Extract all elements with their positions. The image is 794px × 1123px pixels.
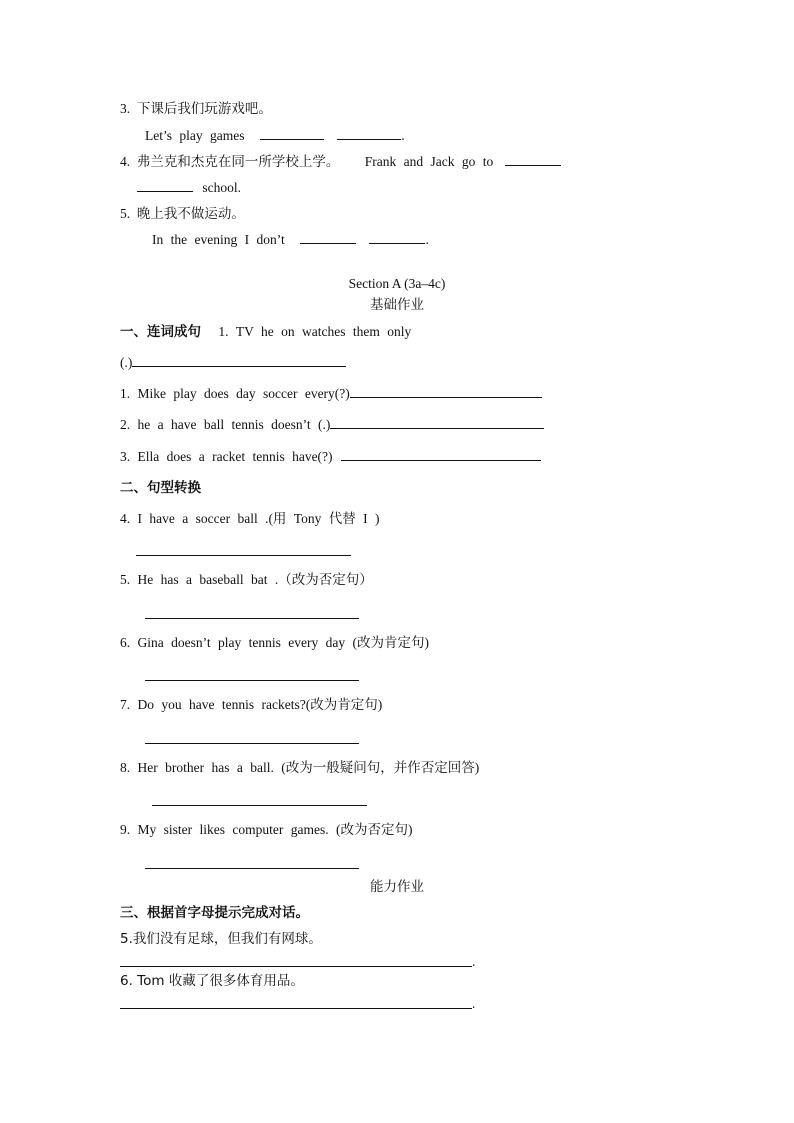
part-one-example-answer-line[interactable] (132, 354, 346, 367)
q4-number: 4. (120, 154, 131, 169)
part-two-heading (120, 479, 201, 497)
q5-chinese: 晚上我不做运动。 (136, 206, 245, 222)
part-one-item-3-text: 3. Ella does a racket tennis have(?) (120, 449, 333, 464)
part-two-item-4 (120, 510, 379, 528)
part-three-item-5 (120, 930, 322, 948)
part-three-item-5-answer-line[interactable] (120, 966, 472, 967)
q4-end: school. (202, 180, 241, 195)
q4-chinese: 弗兰克和杰克在同一所学校上学。 (136, 154, 340, 170)
part-two-heading-text: 二、句型转换 (120, 480, 201, 496)
section-subtitle (0, 296, 794, 314)
part-one-item-3-answer-line[interactable] (341, 448, 541, 461)
q5-row (120, 205, 245, 223)
q4-continuation-row (137, 179, 241, 197)
q3-blank-1[interactable] (260, 127, 324, 140)
part-two-item-6-text: 6. Gina doesn’t play tennis every day (改为肯定句) (120, 635, 429, 650)
q3-english: Let’s play games (145, 128, 245, 143)
part-three-item-6 (120, 972, 304, 990)
part-one-item-2-text: 2. he a have ball tennis doesn’t (.) (120, 417, 331, 432)
part-two-item-5 (120, 571, 373, 589)
part-two-item-8-text: 8. Her brother has a ball. (改为一般疑问句，并作否定回答) (120, 760, 480, 775)
part-two-item-7 (120, 696, 382, 714)
part-two-item-9 (120, 821, 412, 839)
part-one-example-answer-row (120, 354, 346, 372)
q4-row (120, 153, 561, 171)
ability-subtitle-text: 能力作业 (370, 879, 424, 895)
part-two-item-6-answer-line[interactable] (145, 680, 359, 681)
part-two-item-9-text: 9. My sister likes computer games. (改为否定句) (120, 822, 413, 837)
q3-chinese: 下课后我们玩游戏吧。 (136, 101, 272, 117)
q5-number: 5. (120, 206, 131, 221)
q3-blank-2[interactable] (337, 127, 401, 140)
q5-blank-2[interactable] (369, 231, 425, 244)
q5-english: In the evening I don’t (152, 232, 285, 247)
part-three-heading-text: 三、根据首字母提示完成对话。 (120, 905, 309, 921)
part-one-heading-row (120, 323, 411, 341)
q3-number: 3. (120, 101, 131, 116)
q4-blank-1[interactable] (505, 153, 561, 166)
part-one-item-2 (120, 416, 544, 434)
section-subtitle-text: 基础作业 (370, 297, 424, 313)
part-one-item-2-answer-line[interactable] (330, 416, 544, 429)
part-three-item-5-text: 5.我们没有足球，但我们有网球。 (120, 931, 322, 947)
part-three-heading (120, 904, 309, 922)
part-one-example-punct: (.) (120, 355, 133, 370)
section-title (0, 275, 794, 293)
part-three-item-5-period: . (472, 954, 476, 969)
part-two-item-4-answer-line[interactable] (136, 555, 351, 556)
part-two-item-8 (120, 759, 479, 777)
part-one-example: 1. TV he on watches them only (218, 324, 412, 339)
part-two-item-8-answer-line[interactable] (152, 805, 367, 806)
part-two-item-6 (120, 634, 429, 652)
part-two-item-5-answer-line[interactable] (145, 618, 359, 619)
part-two-item-9-answer-line[interactable] (145, 868, 359, 869)
section-title-text: Section A (3a–4c) (348, 276, 446, 291)
q3-row (120, 100, 272, 118)
part-two-item-7-text: 7. Do you have tennis rackets?(改为肯定句) (120, 697, 383, 712)
part-three-item-6-answer-line[interactable] (120, 1008, 472, 1009)
q5-english-row: In the evening I don’t . (152, 232, 429, 247)
q3-english-row: Let’s play games . (145, 128, 405, 143)
q4-english: Frank and Jack go to (364, 154, 494, 169)
part-two-item-5-text: 5. He has a baseball bat .（改为否定句） (120, 572, 373, 587)
q4-blank-2[interactable] (137, 179, 193, 192)
part-one-item-3 (120, 448, 541, 466)
part-three-item-6-text: 6. Tom 收藏了很多体育用品。 (120, 973, 304, 989)
part-two-item-4-text: 4. I have a soccer ball .(用 Tony 代替 I ) (120, 511, 380, 526)
part-one-heading: 一、连词成句 (120, 324, 201, 340)
part-three-item-6-period: . (472, 996, 476, 1011)
ability-subtitle (0, 878, 794, 896)
part-one-item-1-answer-line[interactable] (350, 385, 542, 398)
part-two-item-7-answer-line[interactable] (145, 743, 359, 744)
part-one-item-1-text: 1. Mike play does day soccer every(?) (120, 386, 350, 401)
q5-blank-1[interactable] (300, 231, 356, 244)
part-one-item-1 (120, 385, 542, 403)
